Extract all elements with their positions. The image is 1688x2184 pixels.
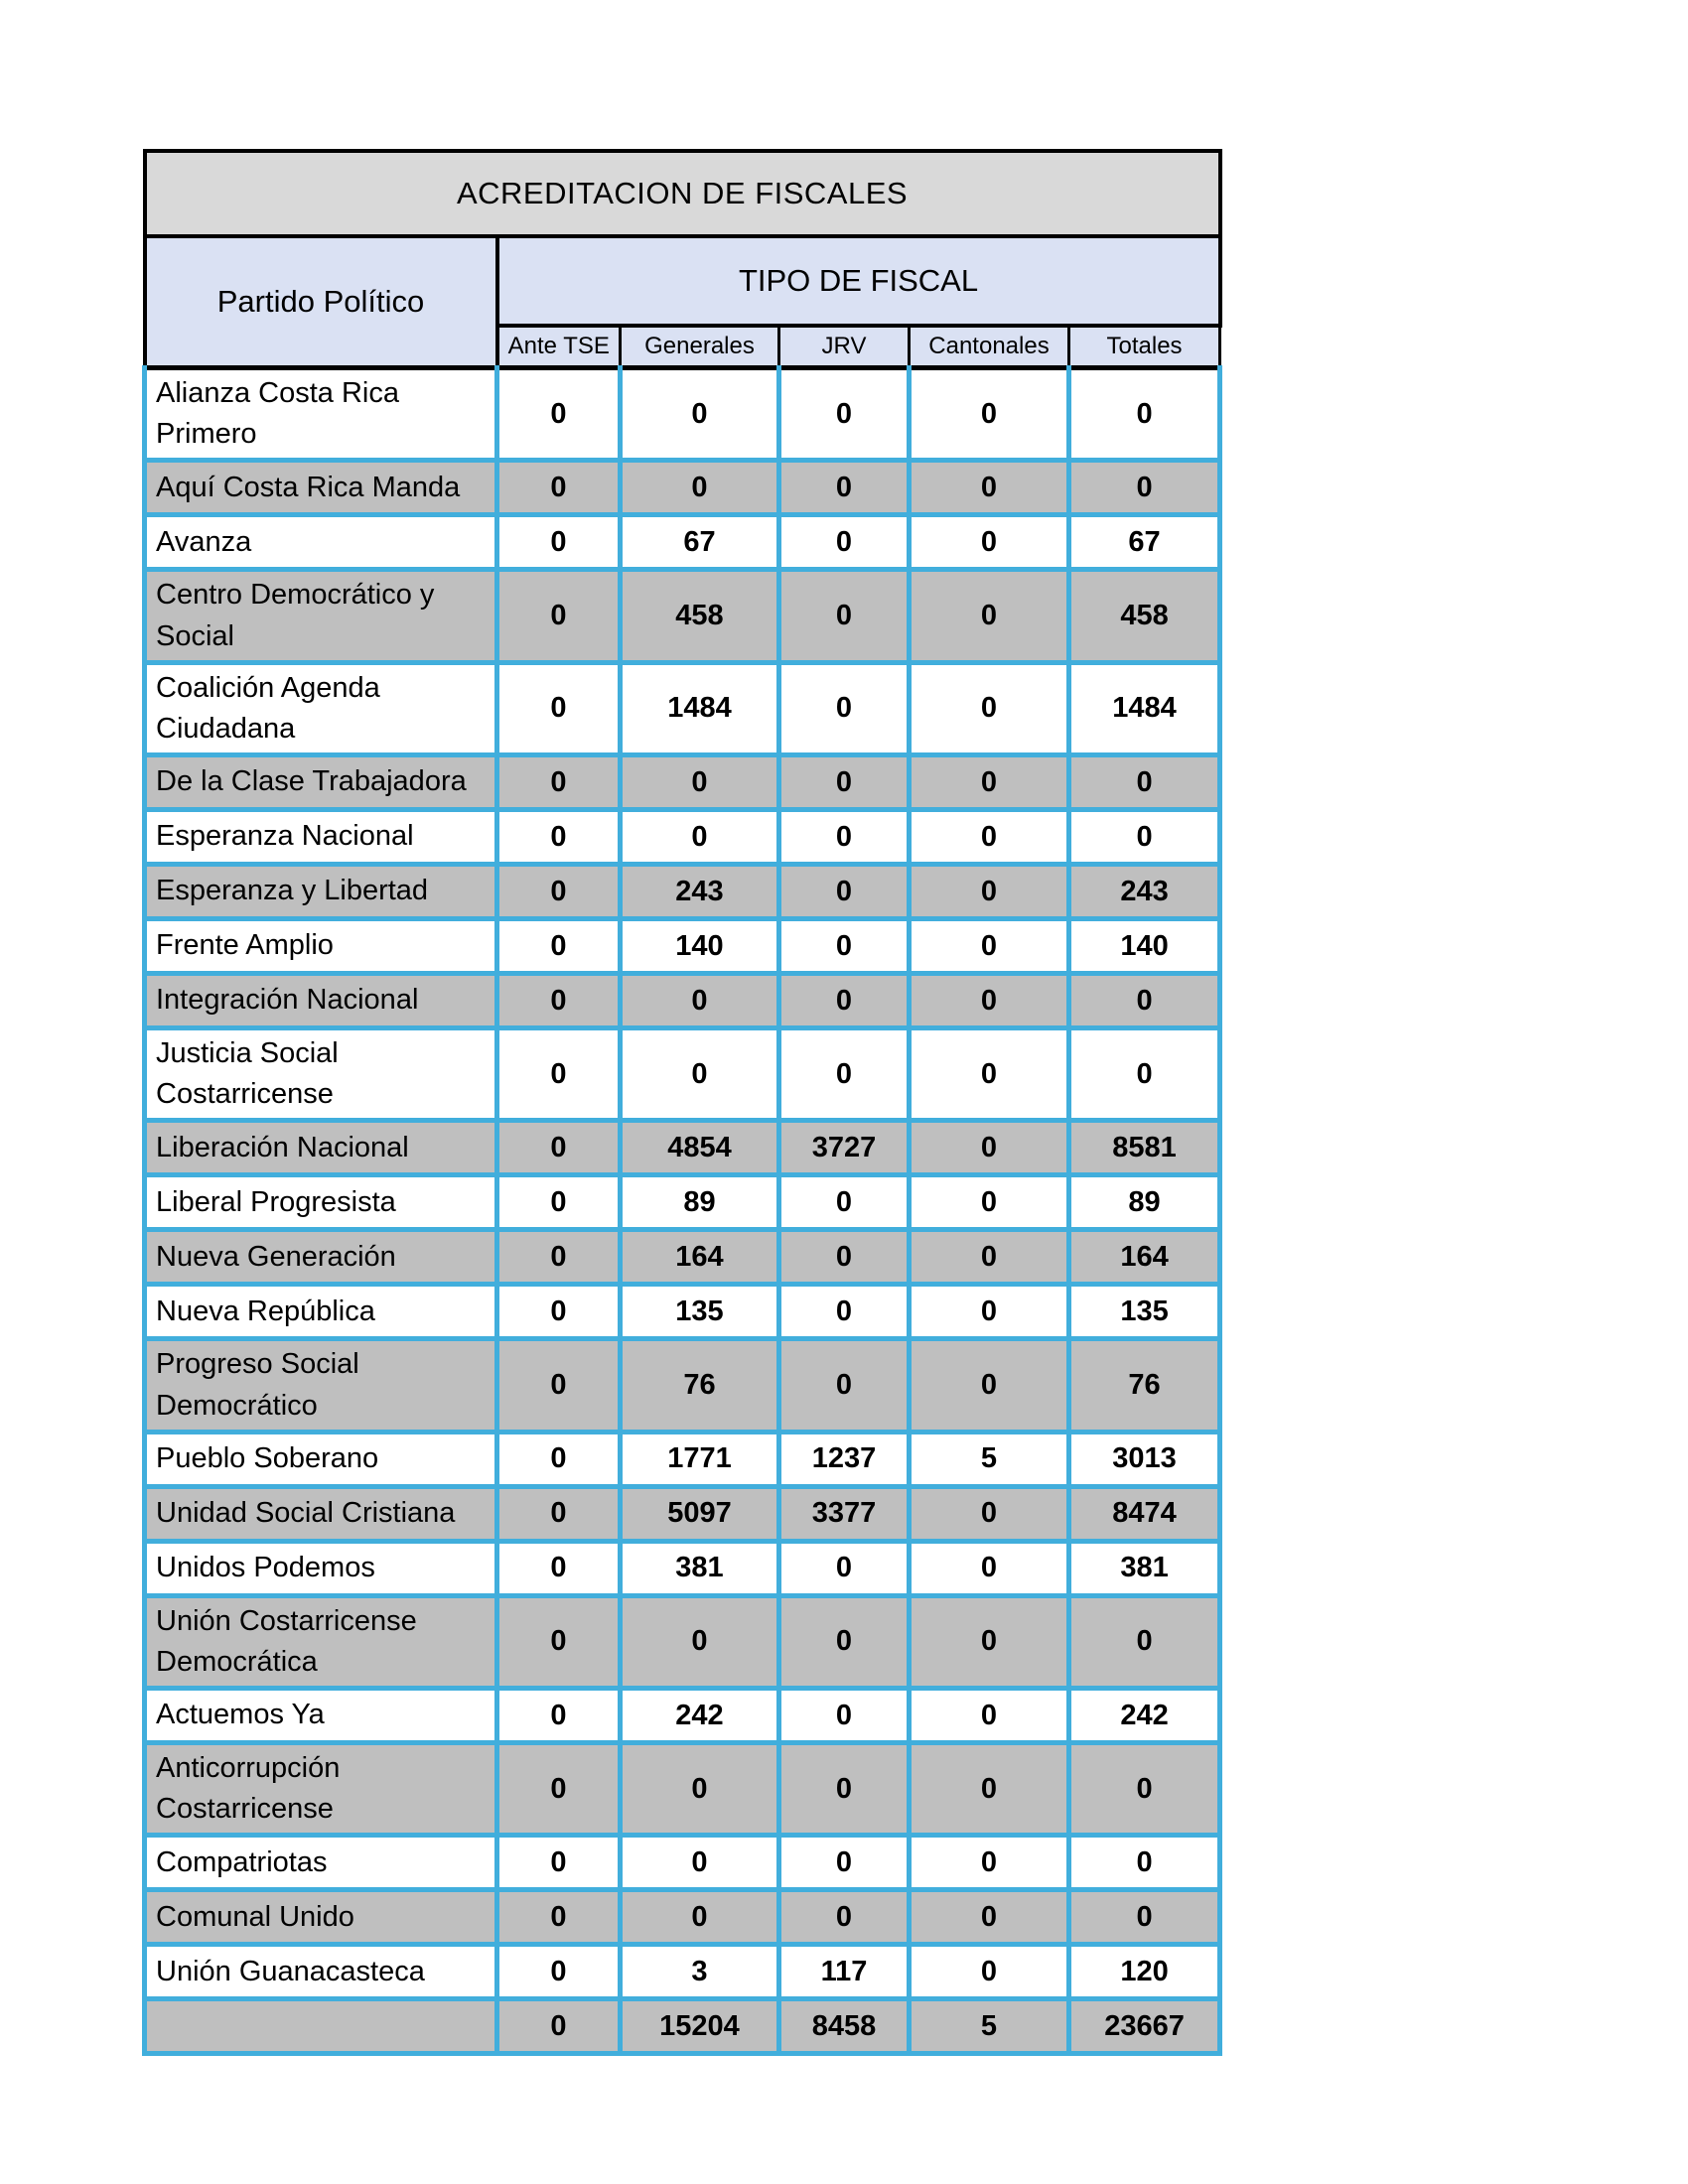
value-cell-ante-tse: 0 xyxy=(497,1999,621,2054)
value-cell-jrv: 0 xyxy=(779,1541,910,1595)
value-cell-totales: 3013 xyxy=(1069,1432,1220,1486)
table-row xyxy=(145,974,1220,1028)
value-cell-jrv: 0 xyxy=(779,1836,910,1890)
party-name-cell xyxy=(145,1999,497,2054)
value-cell-generales: 67 xyxy=(621,515,779,570)
party-name-cell: Justicia Social Costarricense xyxy=(145,1028,497,1121)
value-cell-ante-tse: 0 xyxy=(497,515,621,570)
value-cell-generales: 381 xyxy=(621,1541,779,1595)
party-name-cell: Liberación Nacional xyxy=(145,1121,497,1175)
party-name-cell: Compatriotas xyxy=(145,1836,497,1890)
table-row xyxy=(145,1689,1220,1743)
value-cell-cantonales: 0 xyxy=(910,570,1069,662)
table-body xyxy=(145,368,1220,2054)
party-name-cell: Aquí Costa Rica Manda xyxy=(145,461,497,515)
value-cell-totales: 242 xyxy=(1069,1689,1220,1743)
value-cell-ante-tse: 0 xyxy=(497,1121,621,1175)
value-cell-totales: 1484 xyxy=(1069,662,1220,754)
value-cell-generales: 135 xyxy=(621,1285,779,1339)
value-cell-generales: 15204 xyxy=(621,1999,779,2054)
value-cell-generales: 5097 xyxy=(621,1486,779,1541)
value-cell-cantonales: 5 xyxy=(910,1432,1069,1486)
value-cell-generales: 0 xyxy=(621,1028,779,1121)
value-cell-totales: 0 xyxy=(1069,368,1220,461)
value-cell-ante-tse: 0 xyxy=(497,919,621,974)
value-cell-totales: 89 xyxy=(1069,1175,1220,1230)
value-cell-cantonales: 0 xyxy=(910,1486,1069,1541)
value-cell-cantonales: 0 xyxy=(910,755,1069,810)
value-cell-totales: 458 xyxy=(1069,570,1220,662)
value-cell-ante-tse: 0 xyxy=(497,1028,621,1121)
party-name-cell: De la Clase Trabajadora xyxy=(145,755,497,810)
party-name-cell: Esperanza y Libertad xyxy=(145,865,497,919)
table-row xyxy=(145,1432,1220,1486)
value-cell-jrv: 0 xyxy=(779,1595,910,1688)
value-cell-totales: 0 xyxy=(1069,1743,1220,1836)
party-name-cell: Unión Costarricense Democrática xyxy=(145,1595,497,1688)
value-cell-cantonales: 0 xyxy=(910,810,1069,865)
column-header-cantonales: Cantonales xyxy=(910,326,1069,368)
value-cell-ante-tse: 0 xyxy=(497,1836,621,1890)
value-cell-jrv: 0 xyxy=(779,1890,910,1945)
value-cell-totales: 8474 xyxy=(1069,1486,1220,1541)
column-header-generales: Generales xyxy=(621,326,779,368)
value-cell-ante-tse: 0 xyxy=(497,1432,621,1486)
value-cell-generales: 0 xyxy=(621,1595,779,1688)
value-cell-cantonales: 0 xyxy=(910,1121,1069,1175)
value-cell-jrv: 3727 xyxy=(779,1121,910,1175)
value-cell-cantonales: 5 xyxy=(910,1999,1069,2054)
value-cell-generales: 3 xyxy=(621,1945,779,1999)
value-cell-totales: 164 xyxy=(1069,1230,1220,1285)
value-cell-jrv: 1237 xyxy=(779,1432,910,1486)
value-cell-totales: 0 xyxy=(1069,810,1220,865)
value-cell-ante-tse: 0 xyxy=(497,755,621,810)
value-cell-jrv: 0 xyxy=(779,1175,910,1230)
value-cell-cantonales: 0 xyxy=(910,1285,1069,1339)
value-cell-ante-tse: 0 xyxy=(497,1339,621,1432)
value-cell-ante-tse: 0 xyxy=(497,1486,621,1541)
value-cell-totales: 120 xyxy=(1069,1945,1220,1999)
value-cell-ante-tse: 0 xyxy=(497,1595,621,1688)
value-cell-ante-tse: 0 xyxy=(497,865,621,919)
value-cell-jrv: 0 xyxy=(779,1743,910,1836)
table-title: ACREDITACION DE FISCALES xyxy=(145,151,1220,236)
table-row xyxy=(145,461,1220,515)
value-cell-ante-tse: 0 xyxy=(497,1541,621,1595)
value-cell-ante-tse: 0 xyxy=(497,1285,621,1339)
value-cell-cantonales: 0 xyxy=(910,1028,1069,1121)
value-cell-ante-tse: 0 xyxy=(497,1175,621,1230)
value-cell-totales: 135 xyxy=(1069,1285,1220,1339)
value-cell-generales: 0 xyxy=(621,1836,779,1890)
column-header-totales: Totales xyxy=(1069,326,1220,368)
value-cell-generales: 1484 xyxy=(621,662,779,754)
value-cell-ante-tse: 0 xyxy=(497,570,621,662)
value-cell-generales: 4854 xyxy=(621,1121,779,1175)
column-header-ante-tse: Ante TSE xyxy=(497,326,621,368)
value-cell-cantonales: 0 xyxy=(910,368,1069,461)
value-cell-totales: 8581 xyxy=(1069,1121,1220,1175)
table-row xyxy=(145,1339,1220,1432)
table-row xyxy=(145,1945,1220,1999)
value-cell-totales: 0 xyxy=(1069,1595,1220,1688)
value-cell-jrv: 0 xyxy=(779,461,910,515)
party-name-cell: Centro Democrático y Social xyxy=(145,570,497,662)
value-cell-ante-tse: 0 xyxy=(497,1743,621,1836)
value-cell-cantonales: 0 xyxy=(910,1595,1069,1688)
value-cell-totales: 0 xyxy=(1069,974,1220,1028)
party-name-cell: Pueblo Soberano xyxy=(145,1432,497,1486)
value-cell-totales: 140 xyxy=(1069,919,1220,974)
value-cell-jrv: 0 xyxy=(779,1230,910,1285)
value-cell-generales: 0 xyxy=(621,755,779,810)
value-cell-cantonales: 0 xyxy=(910,974,1069,1028)
table-row xyxy=(145,755,1220,810)
value-cell-jrv: 0 xyxy=(779,1339,910,1432)
value-cell-generales: 0 xyxy=(621,368,779,461)
value-cell-totales: 0 xyxy=(1069,1028,1220,1121)
value-cell-jrv: 0 xyxy=(779,368,910,461)
value-cell-totales: 76 xyxy=(1069,1339,1220,1432)
party-name-cell: Integración Nacional xyxy=(145,974,497,1028)
value-cell-totales: 23667 xyxy=(1069,1999,1220,2054)
value-cell-cantonales: 0 xyxy=(910,1945,1069,1999)
party-name-cell: Avanza xyxy=(145,515,497,570)
table-row xyxy=(145,1175,1220,1230)
fiscal-type-group-header: TIPO DE FISCAL xyxy=(497,236,1220,326)
value-cell-jrv: 0 xyxy=(779,974,910,1028)
table-row xyxy=(145,810,1220,865)
table-row xyxy=(145,1743,1220,1836)
table-row xyxy=(145,1285,1220,1339)
value-cell-ante-tse: 0 xyxy=(497,810,621,865)
value-cell-cantonales: 0 xyxy=(910,1339,1069,1432)
table-header xyxy=(145,151,1220,368)
value-cell-cantonales: 0 xyxy=(910,515,1069,570)
value-cell-generales: 0 xyxy=(621,1743,779,1836)
party-name-cell: Nueva República xyxy=(145,1285,497,1339)
party-name-cell: Unión Guanacasteca xyxy=(145,1945,497,1999)
value-cell-totales: 381 xyxy=(1069,1541,1220,1595)
value-cell-jrv: 0 xyxy=(779,1285,910,1339)
value-cell-generales: 89 xyxy=(621,1175,779,1230)
value-cell-totales: 0 xyxy=(1069,1890,1220,1945)
table-row xyxy=(145,919,1220,974)
value-cell-cantonales: 0 xyxy=(910,662,1069,754)
value-cell-cantonales: 0 xyxy=(910,1836,1069,1890)
value-cell-totales: 0 xyxy=(1069,1836,1220,1890)
value-cell-jrv: 8458 xyxy=(779,1999,910,2054)
party-name-cell: Frente Amplio xyxy=(145,919,497,974)
value-cell-ante-tse: 0 xyxy=(497,461,621,515)
title-row xyxy=(145,151,1220,236)
table-row xyxy=(145,1541,1220,1595)
party-name-cell: Anticorrupción Costarricense xyxy=(145,1743,497,1836)
party-column-header: Partido Político xyxy=(145,236,497,368)
value-cell-jrv: 0 xyxy=(779,662,910,754)
value-cell-generales: 1771 xyxy=(621,1432,779,1486)
table-row xyxy=(145,662,1220,754)
value-cell-jrv: 117 xyxy=(779,1945,910,1999)
value-cell-jrv: 0 xyxy=(779,515,910,570)
value-cell-cantonales: 0 xyxy=(910,1743,1069,1836)
value-cell-jrv: 0 xyxy=(779,919,910,974)
group-header-row xyxy=(145,236,1220,326)
table-row xyxy=(145,1890,1220,1945)
table-row xyxy=(145,1028,1220,1121)
value-cell-jrv: 0 xyxy=(779,865,910,919)
value-cell-jrv: 0 xyxy=(779,1028,910,1121)
value-cell-cantonales: 0 xyxy=(910,461,1069,515)
party-name-cell: Unidos Podemos xyxy=(145,1541,497,1595)
value-cell-ante-tse: 0 xyxy=(497,974,621,1028)
value-cell-ante-tse: 0 xyxy=(497,1689,621,1743)
value-cell-generales: 0 xyxy=(621,461,779,515)
value-cell-generales: 0 xyxy=(621,974,779,1028)
table-row xyxy=(145,1595,1220,1688)
value-cell-generales: 140 xyxy=(621,919,779,974)
table-row xyxy=(145,865,1220,919)
value-cell-cantonales: 0 xyxy=(910,1890,1069,1945)
value-cell-generales: 76 xyxy=(621,1339,779,1432)
party-name-cell: Comunal Unido xyxy=(145,1890,497,1945)
value-cell-generales: 242 xyxy=(621,1689,779,1743)
column-header-jrv: JRV xyxy=(779,326,910,368)
value-cell-jrv: 0 xyxy=(779,810,910,865)
value-cell-ante-tse: 0 xyxy=(497,662,621,754)
value-cell-totales: 0 xyxy=(1069,461,1220,515)
totals-row xyxy=(145,1999,1220,2054)
value-cell-ante-tse: 0 xyxy=(497,368,621,461)
party-name-cell: Progreso Social Democrático xyxy=(145,1339,497,1432)
value-cell-cantonales: 0 xyxy=(910,1541,1069,1595)
value-cell-generales: 243 xyxy=(621,865,779,919)
value-cell-generales: 164 xyxy=(621,1230,779,1285)
table-row xyxy=(145,368,1220,461)
party-name-cell: Liberal Progresista xyxy=(145,1175,497,1230)
value-cell-jrv: 3377 xyxy=(779,1486,910,1541)
value-cell-totales: 0 xyxy=(1069,755,1220,810)
table-row xyxy=(145,515,1220,570)
party-name-cell: Nueva Generación xyxy=(145,1230,497,1285)
acreditacion-fiscales-table xyxy=(142,149,1222,2056)
table-row xyxy=(145,1486,1220,1541)
value-cell-jrv: 0 xyxy=(779,1689,910,1743)
value-cell-totales: 243 xyxy=(1069,865,1220,919)
table-row xyxy=(145,1230,1220,1285)
party-name-cell: Alianza Costa Rica Primero xyxy=(145,368,497,461)
value-cell-generales: 0 xyxy=(621,1890,779,1945)
party-name-cell: Esperanza Nacional xyxy=(145,810,497,865)
party-name-cell: Actuemos Ya xyxy=(145,1689,497,1743)
value-cell-jrv: 0 xyxy=(779,570,910,662)
value-cell-jrv: 0 xyxy=(779,755,910,810)
party-name-cell: Coalición Agenda Ciudadana xyxy=(145,662,497,754)
table-row xyxy=(145,1121,1220,1175)
value-cell-totales: 67 xyxy=(1069,515,1220,570)
value-cell-cantonales: 0 xyxy=(910,865,1069,919)
table-row xyxy=(145,1836,1220,1890)
value-cell-generales: 458 xyxy=(621,570,779,662)
value-cell-ante-tse: 0 xyxy=(497,1230,621,1285)
value-cell-cantonales: 0 xyxy=(910,919,1069,974)
value-cell-ante-tse: 0 xyxy=(497,1945,621,1999)
value-cell-generales: 0 xyxy=(621,810,779,865)
party-name-cell: Unidad Social Cristiana xyxy=(145,1486,497,1541)
value-cell-cantonales: 0 xyxy=(910,1230,1069,1285)
value-cell-cantonales: 0 xyxy=(910,1689,1069,1743)
table-row xyxy=(145,570,1220,662)
value-cell-ante-tse: 0 xyxy=(497,1890,621,1945)
value-cell-cantonales: 0 xyxy=(910,1175,1069,1230)
